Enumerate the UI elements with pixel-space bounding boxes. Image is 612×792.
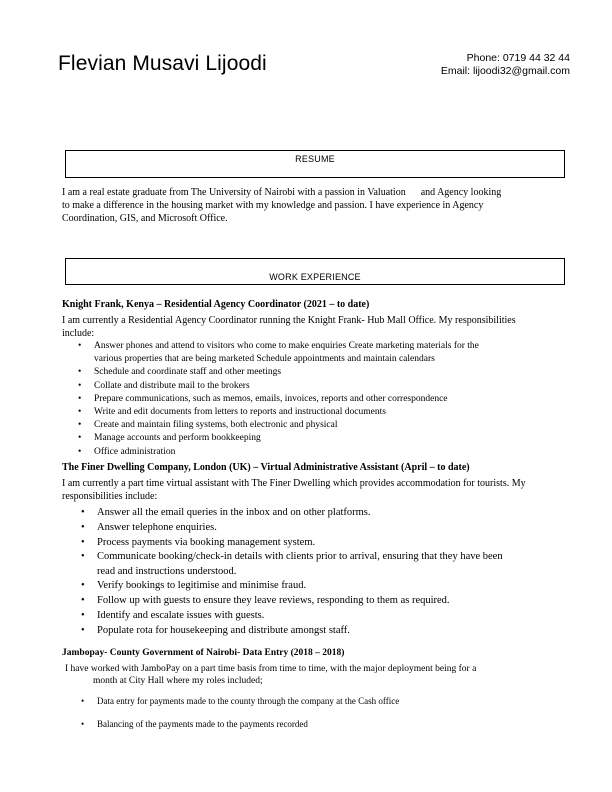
job-title-knight-frank: Knight Frank, Kenya – Residential Agency Coordinator (2021 – to date) xyxy=(62,299,370,310)
duty-text: Process payments via booking management system. xyxy=(97,536,316,548)
job-title-finer-dwelling: The Finer Dwelling Company, London (UK) – Virtual Administrative Assistant (April – to date) xyxy=(62,462,470,473)
bullet-icon: • xyxy=(78,407,82,418)
bullet-icon: • xyxy=(81,536,85,548)
duty-text: Manage accounts and perform bookkeeping xyxy=(94,433,261,444)
list-item xyxy=(78,432,564,445)
duty-text: Identify and escalate issues with guests. xyxy=(97,609,265,621)
list-item xyxy=(78,419,564,432)
duty-text: Create and maintain filing systems, both electronic and physical xyxy=(94,420,338,431)
duty-text: Write and edit documents from letters to reports and instructional documents xyxy=(94,407,386,418)
duty-text: read and instructions understood. xyxy=(97,565,237,577)
duty-text: Communicate booking/check-in details with clients prior to arrival, ensuring that they have been xyxy=(97,551,503,563)
duty-text: Schedule and coordinate staff and other meetings xyxy=(94,367,282,378)
bullet-icon: • xyxy=(78,341,82,351)
list-item xyxy=(81,550,567,578)
duty-text: Answer all the email queries in the inbox and on other platforms. xyxy=(97,507,371,518)
bullet-icon: • xyxy=(81,609,85,621)
intro-line: I am currently a Residential Agency Coordinator running the Knight Frank- Hub Mall Office. My responsibilities xyxy=(62,315,516,326)
duty-text: various properties that are being marketed Schedule appointments and maintain calendars xyxy=(94,354,435,365)
work-experience-heading: WORK EXPERIENCE xyxy=(269,272,361,282)
job-intro-knight-frank xyxy=(62,315,572,340)
list-item xyxy=(78,446,564,459)
list-item xyxy=(78,340,564,366)
job-title-jambopay: Jambopay- County Government of Nairobi- Data Entry (2018 – 2018) xyxy=(62,648,345,658)
resume-section-header xyxy=(65,150,565,178)
duty-text: Prepare communications, such as memos, emails, invoices, reports and other correspondence xyxy=(94,393,448,404)
duty-text: Balancing of the payments made to the payments recorded xyxy=(97,719,308,729)
bullet-icon: • xyxy=(78,393,82,404)
duty-text: Answer phones and attend to visitors who come to make enquiries Create marketing materials for the xyxy=(94,341,479,351)
contact-block xyxy=(400,52,570,78)
list-item xyxy=(78,406,564,419)
list-item xyxy=(78,393,564,406)
duty-list-knight-frank xyxy=(78,340,564,459)
bullet-icon: • xyxy=(78,446,82,457)
intro-line: responsibilities include: xyxy=(62,490,158,502)
resume-heading: RESUME xyxy=(295,154,335,164)
bullet-icon: • xyxy=(81,507,85,518)
bullet-icon: • xyxy=(81,624,85,636)
summary-line: to make a difference in the housing market with my knowledge and passion. I have experience in Agency xyxy=(62,200,484,211)
bullet-icon: • xyxy=(81,719,85,729)
list-item xyxy=(81,609,567,623)
intro-line: I am currently a part time virtual assistant with The Finer Dwelling which provides accommodation for tourists. My xyxy=(62,478,526,489)
duty-text: Collate and distribute mail to the brokers xyxy=(94,380,250,391)
bullet-icon: • xyxy=(78,433,82,444)
work-experience-section-header xyxy=(65,258,565,285)
duty-list-finer-dwelling xyxy=(81,506,567,639)
intro-line: include: xyxy=(62,327,95,339)
summary-line: I am a real estate graduate from The University of Nairobi with a passion in Valuation and Agency looking xyxy=(62,187,502,198)
bullet-icon: • xyxy=(81,521,85,533)
list-item xyxy=(81,594,567,608)
duty-text: Follow up with guests to ensure they leave reviews, responding to them as required. xyxy=(97,595,450,607)
email-text: Email: lijoodi32@gmail.com xyxy=(440,65,570,77)
profile-summary xyxy=(62,186,562,225)
bullet-icon: • xyxy=(81,595,85,607)
list-item xyxy=(81,536,567,550)
list-item xyxy=(81,624,567,638)
phone-text: Phone: 0719 44 32 44 xyxy=(466,52,570,64)
list-item xyxy=(78,366,564,379)
bullet-icon: • xyxy=(78,420,82,431)
list-item xyxy=(81,696,567,707)
bullet-icon: • xyxy=(81,696,85,706)
duty-text: Answer telephone enquiries. xyxy=(97,521,217,533)
bullet-icon: • xyxy=(81,580,85,592)
bullet-icon: • xyxy=(78,367,82,378)
list-item xyxy=(81,719,567,730)
list-item xyxy=(78,380,564,393)
bullet-icon: • xyxy=(78,380,82,391)
intro-line: month at City Hall where my roles included; xyxy=(93,676,263,686)
list-item xyxy=(81,506,567,520)
job-intro-finer-dwelling xyxy=(62,478,572,503)
list-item xyxy=(81,521,567,535)
intro-line: I have worked with JamboPay on a part time basis from time to time, with the major deployment being for a xyxy=(65,664,477,674)
job-intro-jambopay xyxy=(65,663,565,687)
duty-text: Verify bookings to legitimise and minimise fraud. xyxy=(97,580,307,592)
duty-text: Data entry for payments made to the county through the company at the Cash office xyxy=(97,696,400,706)
bullet-icon: • xyxy=(81,551,85,563)
duty-list-jambopay xyxy=(81,696,567,742)
summary-line: Coordination, GIS, and Microsoft Office. xyxy=(62,213,228,224)
duty-text: Office administration xyxy=(94,446,176,457)
duty-text: Populate rota for housekeeping and distribute amongst staff. xyxy=(97,624,350,636)
candidate-name: Flevian Musavi Lijoodi xyxy=(58,52,267,75)
list-item xyxy=(81,579,567,593)
